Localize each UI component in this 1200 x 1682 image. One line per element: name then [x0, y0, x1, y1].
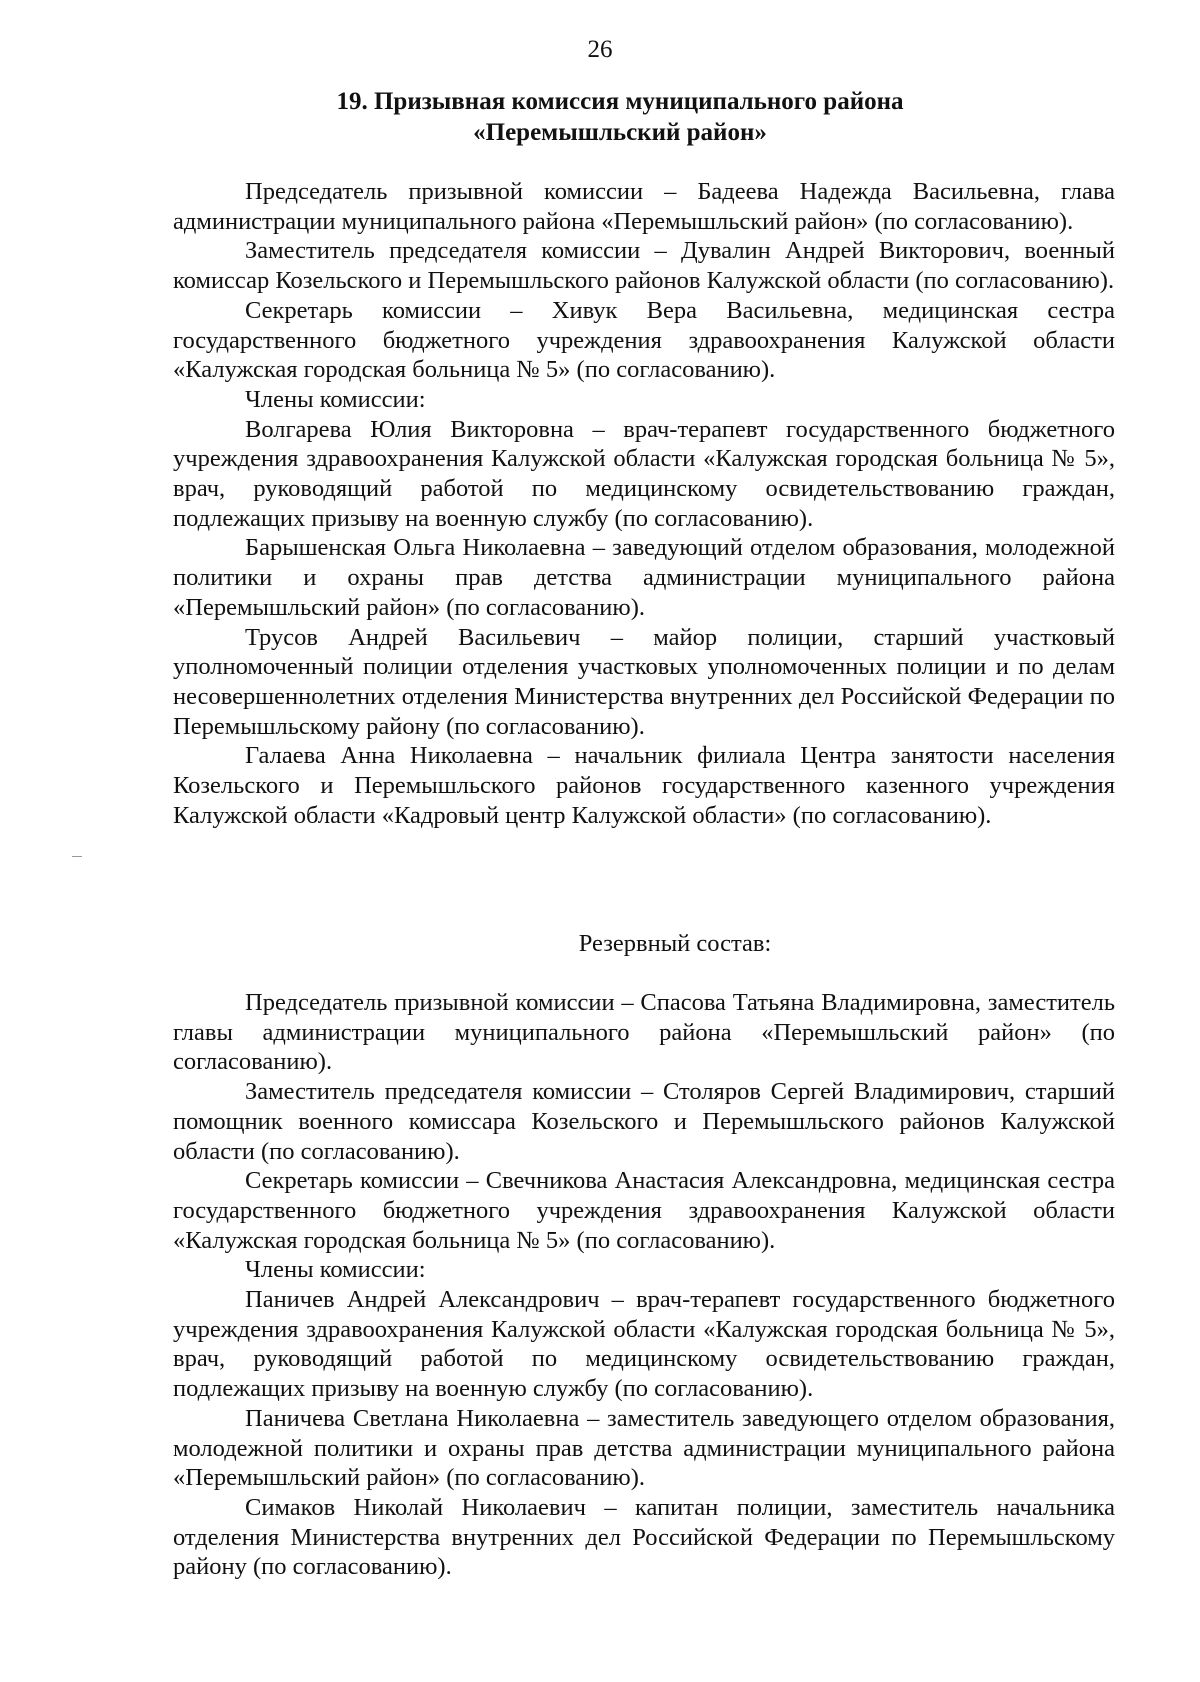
- paragraph: Заместитель председателя комиссии – Столяров Сергей Владимирович, старший помощник военного комиссара Козельского и Перемышльского районов Калужской области (по согласованию).: [173, 1078, 1115, 1165]
- section-title: [150, 86, 1090, 148]
- paragraph: Председатель призывной комиссии – Бадеева Надежда Васильевна, глава администрации муниципального района «Перемышльский район» (по согласованию).: [173, 178, 1115, 235]
- section-title-line-2: «Перемышльский район»: [473, 119, 767, 146]
- paragraph: Председатель призывной комиссии – Спасова Татьяна Владимировна, заместитель главы администрации муниципального района «Перемышльский район» (по согласованию).: [173, 989, 1115, 1076]
- paragraph: Паничева Светлана Николаевна – заместитель заведующего отделом образования, молодежной политики и охраны прав детства администрации муниципального района «Перемышльский район» (по согласованию).: [173, 1404, 1115, 1492]
- main-composition: [173, 177, 1115, 830]
- paragraph: Паничев Андрей Александрович – врач-терапевт государственного бюджетного учреждения здравоохранения Калужской области «Калужская городская больница № 5», врач, руководящий работой по медицинскому освидетельствованию граждан, подлежащих призыву на военную службу (по согласованию).: [173, 1286, 1115, 1403]
- paragraph: Трусов Андрей Васильевич – майор полиции, старший участковый уполномоченный полиции отделения участковых уполномоченных полиции и по делам несовершеннолетних отделения Министерства внутренних дел Российской Федерации по Перемышльскому району (по согласованию).: [173, 623, 1115, 740]
- paragraph: Секретарь комиссии – Свечникова Анастасия Александровна, медицинская сестра государственного бюджетного учреждения здравоохранения Калужской области «Калужская городская больница № 5» (по согласованию).: [173, 1167, 1115, 1254]
- members-label: Члены комиссии:: [245, 385, 426, 413]
- paragraph: Галаева Анна Николаевна – начальник филиала Центра занятости населения Козельского и Перемышльского районов государственного казенного учреждения Калужской области «Кадровый центр Калужской области» (по согласованию).: [173, 742, 1115, 829]
- paragraph: Заместитель председателя комиссии – Дувалин Андрей Викторович, военный комиссар Козельского и Перемышльского районов Калужской области (по согласованию).: [173, 237, 1115, 295]
- members-label: Члены комиссии:: [245, 1256, 426, 1284]
- section-title-line-1: 19. Призывная комиссия муниципального района: [336, 88, 904, 115]
- reserve-composition: [173, 988, 1115, 1582]
- reserve-heading: Резервный состав:: [578, 930, 772, 957]
- page-number: 26: [587, 36, 613, 63]
- paragraph: Симаков Николай Николаевич – капитан полиции, заместитель начальника отделения Министерства внутренних дел Российской Федерации по Перемышльскому району (по согласованию).: [173, 1493, 1115, 1581]
- paragraph: Барышенская Ольга Николаевна – заведующий отделом образования, молодежной политики и охраны прав детства администрации муниципального района «Перемышльский район» (по согласованию).: [173, 534, 1115, 621]
- paragraph: Волгарева Юлия Викторовна – врач-терапевт государственного бюджетного учреждения здравоохранения Калужской области «Калужская городская больница № 5», врач, руководящий работой по медицинскому освидетельствованию граждан, подлежащих призыву на военную службу (по согласованию).: [173, 415, 1115, 532]
- scan-mark: [72, 856, 82, 857]
- paragraph: Секретарь комиссии – Хивук Вера Васильевна, медицинская сестра государственного бюджетного учреждения здравоохранения Калужской области «Калужская городская больница № 5» (по согласованию).: [173, 296, 1115, 384]
